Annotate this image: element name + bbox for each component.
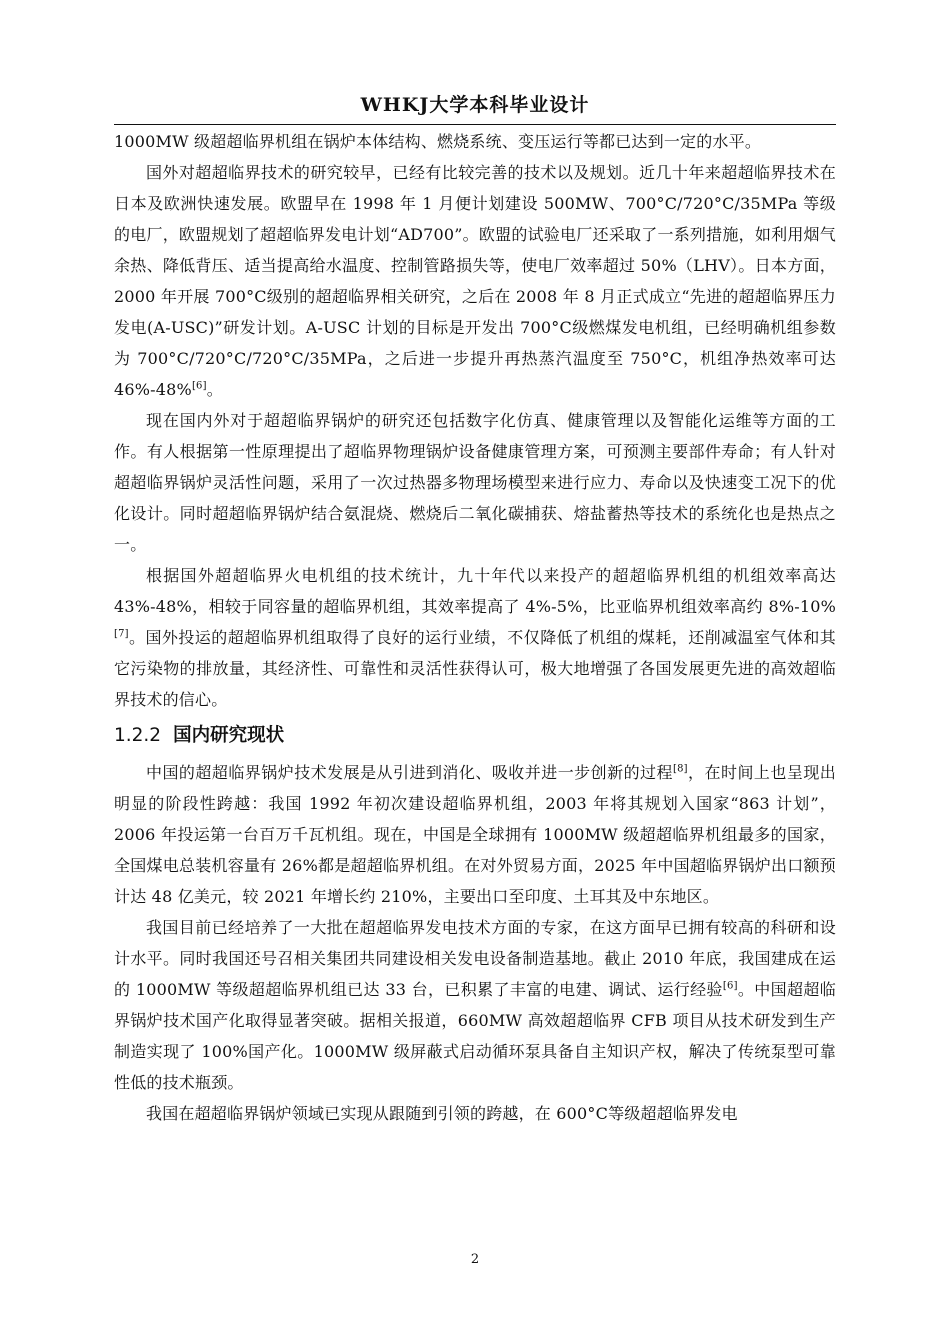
paragraph: 1000MW 级超超临界机组在锅炉本体结构、燃烧系统、变压运行等都已达到一定的水平。 [114, 132, 762, 151]
section-title: 国内研究现状 [173, 725, 285, 746]
citation: [6] [191, 380, 207, 392]
citation: [6] [722, 980, 738, 992]
paragraph: 根据国外超超临界火电机组的技术统计，九十年代以来投产的超超临界机组的机组效率高达 43%-48%，相较于同容量的超临界机组，其效率提高了 4%-5%，比亚临界机组效率高约 8%-10%[7]。国外投运的超超临界机组取得了良好的运行业绩，不仅降低了机组的煤耗，还削减温室气体和其它污染物的排放量，其经济性、可靠性和灵活性获得认可，极大地增强了各国发展更先进的高效超临界技术的信心。 [114, 566, 836, 709]
page-body [114, 126, 836, 1129]
paragraph: 我国目前已经培养了一大批在超超临界发电技术方面的专家，在这方面早已拥有较高的科研和设计水平。同时我国还号召相关集团共同建设相关发电设备制造基地。截止 2010 年底，我国建成在运的 1000MW 等级超超临界机组已达 33 台，已积累了丰富的电建、调试、运行经验[6]。中国超超临界锅炉技术国产化取得显著突破。据相关报道，660MW 高效超超临界 CFB 项目从技术研发到生产制造实现了 100%国产化。1000MW 级屏蔽式启动循环泵具备自主知识产权，解决了传统泵型可靠性低的技术瓶颈。 [114, 918, 836, 1092]
section-heading [114, 715, 836, 757]
paragraph: 中国的超超临界锅炉技术发展是从引进到消化、吸收并进一步创新的过程[8]，在时间上也呈现出明显的阶段性跨越：我国 1992 年初次建设超临界机组，2003 年将其规划入国家“863 计划”，2006 年投运第一台百万千瓦机组。现在，中国是全球拥有 1000MW 级超超临界机组最多的国家，全国煤电总装机容量有 26%都是超超临界机组。在对外贸易方面，2025 年中国超临界锅炉出口额预计达 48 亿美元，较 2021 年增长约 210%，主要出口至印度、土耳其及中东地区。 [114, 763, 836, 906]
paragraph: 我国在超超临界锅炉领域已实现从跟随到引领的跨越，在 600°C等级超超临界发电 [146, 1104, 738, 1123]
page-header [114, 86, 836, 125]
citation: [7] [114, 628, 129, 640]
paragraph: 国外对超超临界技术的研究较早，已经有比较完善的技术以及规划。近几十年来超超临界技术在日本及欧洲快速发展。欧盟早在 1998 年 1 月便计划建设 500MW、700°C/720°C/35MPa 等级的电厂，欧盟规划了超超临界发电计划“AD700”。欧盟的试验电厂还采取了一系列措施，如利用烟气余热、降低背压、适当提高给水温度、控制管路损失等，使电厂效率超过 50%（LHV）。日本方面，2000 年开展 700°C级别的超超临界相关研究，之后在 2008 年 8 月正式成立“先进的超超临界压力发电(A-USC)”研发计划。A-USC 计划的目标是开发出 700°C级燃煤发电机组，已经明确机组参数为 700°C/720°C/720°C/35MPa，之后进一步提升再热蒸汽温度至 750°C，机组净热效率可达 46%-48%[6]。 [114, 163, 836, 399]
page-number: 2 [470, 1252, 480, 1267]
paragraph: 现在国内外对于超超临界锅炉的研究还包括数字化仿真、健康管理以及智能化运维等方面的工作。有人根据第一性原理提出了超临界物理锅炉设备健康管理方案，可预测主要部件寿命；有人针对超超临界锅炉灵活性问题，采用了一次过热器多物理场模型来进行应力、寿命以及快速变工况下的优化设计。同时超超临界锅炉结合氨混烧、燃烧后二氧化碳捕获、熔盐蓄热等技术的系统化也是热点之一。 [114, 411, 836, 554]
header-title: WHKJ大学本科毕业设计 [360, 94, 590, 116]
section-number: 1.2.2 [114, 725, 162, 746]
citation: [8] [673, 763, 688, 775]
